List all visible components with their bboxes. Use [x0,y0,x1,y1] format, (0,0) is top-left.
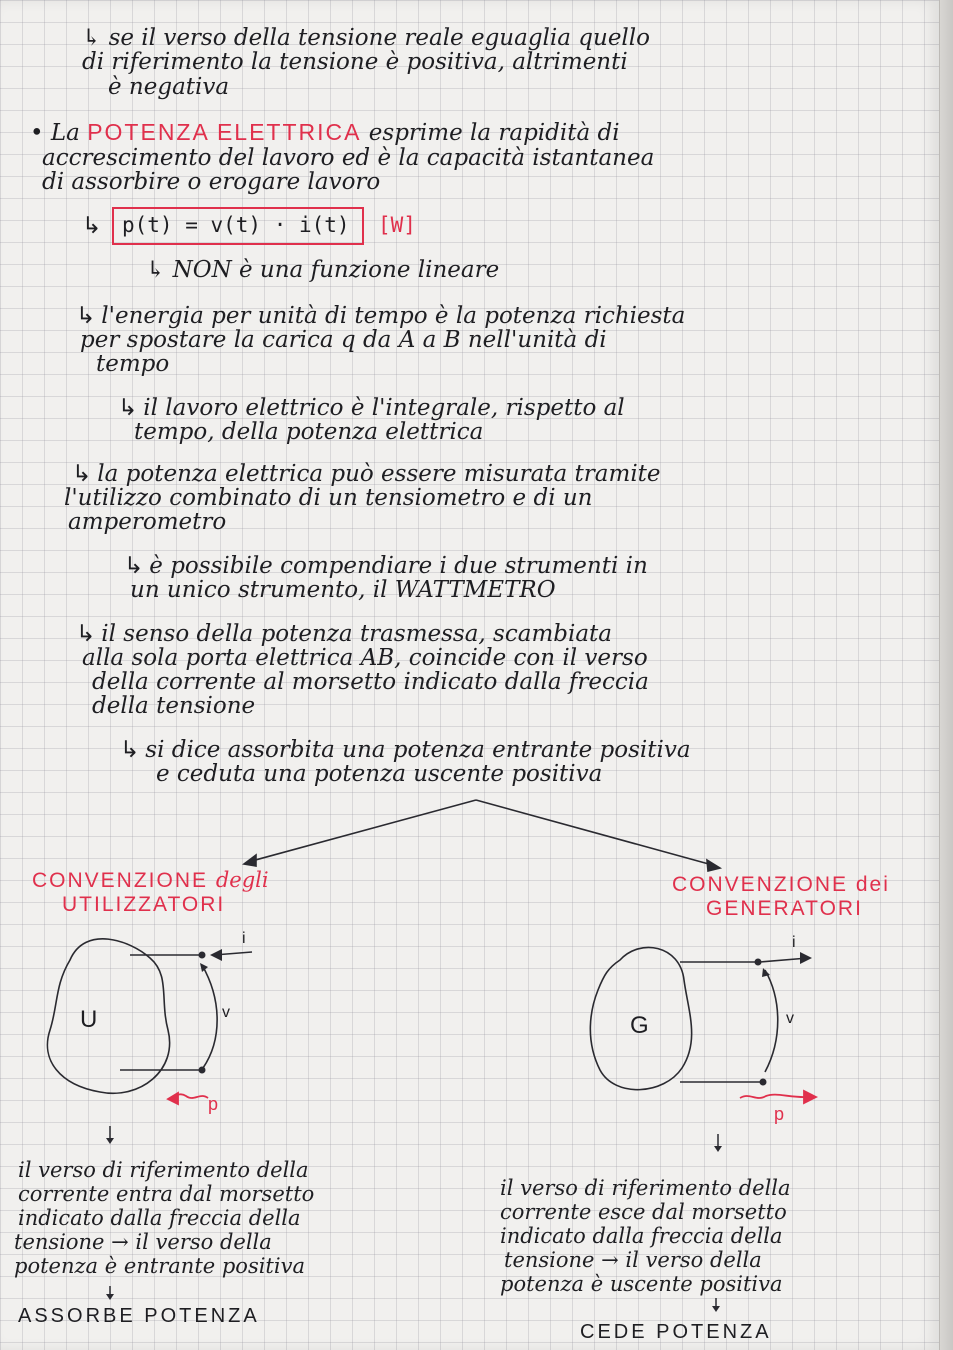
text-span: si dice assorbita una potenza entrante positiva [145,737,691,763]
arrow-icon: ↳ [76,303,96,329]
text-span: l'energia per unità di tempo è la potenza richiesta [101,303,686,329]
text-line: tempo, della potenza elettrica [134,419,484,445]
text-line: ↳ NON è una funzione lineare [146,257,500,283]
right-terminals [755,952,813,1086]
arrow-icon: ↳ [118,395,138,421]
text-line: di riferimento la tensione è positiva, altrimenti [82,49,628,75]
left-desc-line: il verso di riferimento della [18,1158,309,1182]
bullet: • [30,120,44,146]
absorbs-power-label: ASSORBE POTENZA [18,1305,260,1327]
right-desc-line: potenza è uscente positiva [500,1272,783,1296]
current-label: i [792,934,796,951]
right-convention-title: CONVENZIONE dei [672,873,890,896]
left-power-arrow [168,1093,208,1104]
voltage-label: v [222,1004,230,1021]
left-convention-subtitle: UTILIZZATORI [62,893,226,916]
power-unit: [W] [378,213,416,237]
text-span: è possibile compendiare i due strumenti in [149,553,648,579]
text-span: il senso della potenza trasmessa, scambiata [101,621,613,647]
title-part: degli [215,868,269,892]
block-label-g: G [630,1012,649,1039]
left-desc-line: corrente entra dal morsetto [18,1182,315,1206]
text-span: il lavoro elettrico è l'integrale, rispetto al [143,395,625,421]
arrow-icon: ↳ [124,553,144,579]
right-desc-line: indicato dalla freccia della [500,1224,783,1248]
left-desc-line: potenza è entrante positiva [14,1254,305,1278]
text-line: l'utilizzo combinato di un tensiometro e di un [64,485,593,511]
gives-power-label: CEDE POTENZA [580,1321,772,1343]
text-line: per spostare la carica q da A a B nell'unità di [80,327,607,353]
heading-word: La [50,120,80,146]
left-desc-line: tensione → il verso della [14,1230,272,1254]
title-part: CONVENZIONE [32,869,209,892]
power-formula: p(t) = v(t) · i(t) [122,213,350,237]
arrow-icon: ↳ [72,461,92,487]
text-line: alla sola porta elettrica AB, coincide con il verso [82,645,648,671]
current-label: i [242,930,246,947]
power-label: p [774,1104,785,1124]
heading-rest: esprime la rapidità di [368,120,620,146]
voltage-label: v [786,1010,794,1027]
text-line: della tensione [92,693,256,719]
right-power-arrow [740,1091,816,1103]
arrow-icon: ↳ [120,737,140,763]
block-label-u: U [80,1006,98,1033]
text-span: la potenza elettrica può essere misurata tramite [97,461,661,487]
branch-arrows [244,800,720,871]
right-desc-line: corrente esce dal morsetto [500,1200,787,1224]
text-line: è negativa [108,74,230,100]
power-title: POTENZA ELETTRICA [87,119,362,145]
left-convention-title [32,868,269,893]
text-line: della corrente al morsetto indicato dalla freccia [92,669,649,695]
left-desc-line: indicato dalla freccia della [18,1206,301,1230]
power-label: p [208,1094,219,1114]
arrow-icon: ↳ [82,213,102,239]
text-line: accrescimento del lavoro ed è la capacità istantanea [42,145,655,171]
text-line: tempo [96,351,170,377]
text-line: un unico strumento, il WATTMETRO [130,577,556,603]
right-convention-subtitle: GENERATORI [706,897,863,920]
right-desc-line: tensione → il verso della [504,1248,762,1272]
text-line: e ceduta una potenza uscente positiva [156,761,603,787]
arrow-icon: ↳ [76,621,96,647]
text-line: amperometro [68,509,227,535]
text-line: ↳ se il verso della tensione reale eguaglia quello [82,25,650,51]
text-line: di assorbire o erogare lavoro [42,169,381,195]
right-desc-line: il verso di riferimento della [500,1176,791,1200]
